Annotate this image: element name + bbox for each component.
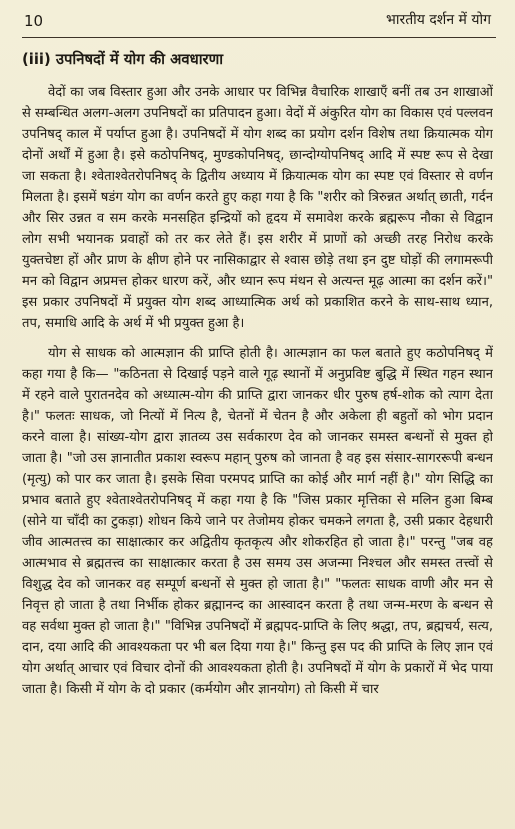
header-divider [22,37,496,38]
paragraph-2: योग से साधक को आत्मज्ञान की प्राप्ति होती है। आत्मज्ञान का फल बताते हुए कठोपनिषद् में कहा गया है कि— "कठिनता से दिखाई पड़ने वाले गूढ़ स्थानों में अनुप्रविष्ट बुद्धि में स्थित गहन स्थान में रहने वाले पुरातनदेव को अध्यात्म-योग की प्राप्ति द्वारा जानकर धीर पुरुष हर्ष-शोक को त्याग देता है।" फलतः साधक, जो नित्यों में नित्य है, चेतनों में चेतन है और अकेला ही बहुतों को भोग प्रदान करने वाला है। सांख्य-योग द्वारा ज्ञातव्य उस सर्वकारण देव को जानकर समस्त बन्धनों से मुक्त हो जाता है। "जो उस ज्ञानातीत प्रकाश स्वरूप महान् पुरुष को जानता है वह इस संसार-सागररूपी बन्धन (मृत्यु) को पार कर जाता है। इसके सिवा परमपद प्राप्ति का कोई और मार्ग नहीं है।" योग सिद्धि का प्रभाव बताते हुए श्वेताश्वेतरोपनिषद् में कहा गया है कि "जिस प्रकार मृत्तिका से मलिन हुआ बिम्ब (सोने या चाँदी का टुकड़ा) शोधन किये जाने पर तेजोमय होकर चमकने लगता है, उसी प्रकार देहधारी जीव आत्मतत्त्व का साक्षात्कार कर अद्वितीय कृतकृत्य और शोकरहित हो जाता है।" परन्तु "जब वह आत्मभाव से ब्रह्मतत्त्व का साक्षात्कार करता है उस समय उस अजन्मा निश्चल और समस्त तत्त्वों से विशुद्ध देव को जानकर वह सम्पूर्ण बन्धनों से मुक्त हो जाता है।" "फलतः साधक वाणी और मन से निवृत्त हो जाता है तथा निर्भीक होकर ब्रह्मानन्द का आस्वादन करता है तथा जन्म-मरण के बन्धन से वह सर्वथा मुक्त हो जाता है।" "विभिन्न उपनिषदों में ब्रह्मपद-प्राप्ति के लिए श्रद्धा, तप, ब्रह्मचर्य, सत्य, दान, दया आदि की आवश्यकता पर भी बल दिया गया है।" किन्तु इस पद की प्राप्ति के लिए ज्ञान एवं योग अर्थात् आचार एवं विचार दोनों की आवश्यकता होती है। उपनिषदों में योग के प्रकारों में भेद पाया जाता है। किसी में योग के दो प्रकार (कर्मयोग और ज्ञानयोग) तो किसी में चार [22,346,493,697]
page-content [22,44,493,828]
section-heading: (iii) उपनिषदों में योग की अवधारणा [22,51,224,68]
page-header [0,0,515,40]
page-number: 10 [24,12,44,30]
paragraph-1: वेदों का जब विस्तार हुआ और उनके आधार पर विभिन्न वैचारिक शाखाएँ बनीं तब उन शाखाओं से सम्बन्धित अलग-अलग उपनिषदों का प्रतिपादन हुआ। वेदों में अंकुरित योग का विकास एवं पल्लवन उपनिषद् काल में पर्याप्त हुआ है। उपनिषदों में योग शब्द का प्रयोग दर्शन विशेष तथा क्रियात्मक योग दोनों अर्थों में हुआ है। इसे कठोपनिषद्, मुण्डकोपनिषद्, छान्दोग्योपनिषद् आदि में स्पष्ट रूप से देखा जा सकता है। श्वेताश्वेतरोपनिषद् के द्वितीय अध्याय में क्रियात्मक योग का स्पष्ट एवं विस्तार से वर्णन मिलता है। इसमें षडंग योग का वर्णन करते हुए कहा गया है कि "शरीर को त्रिरुन्नत अर्थात् छाती, गर्दन और सिर उन्नत व सम करके मनसहित इन्द्रियों को हृदय में समावेश करके ब्रह्मरूप नौका से विद्वान लोग सभी भयानक प्रवाहों को तर कर लेते हैं। इस शरीर में प्राणों को अच्छी तरह निरोध करके युक्तचेष्टा हों और प्राण के क्षीण होने पर नासिकाद्वार से श्वास छोड़े तथा इन दुष्ट घोड़ों की लगामरूपी मन को विद्वान अप्रमत्त होकर धारण करें, और ध्यान रूप मंथन से अत्यन्त मूढ़ आत्मा का दर्शन करें।" इस प्रकार उपनिषदों में प्रयुक्त योग शब्द आध्यात्मिक अर्थ को प्रकाशित करने के साथ-साथ ध्यान, तप, समाधि आदि के अर्थ में भी प्रयुक्त हुआ है। [22,85,493,331]
running-head: भारतीय दर्शन में योग [386,12,491,28]
